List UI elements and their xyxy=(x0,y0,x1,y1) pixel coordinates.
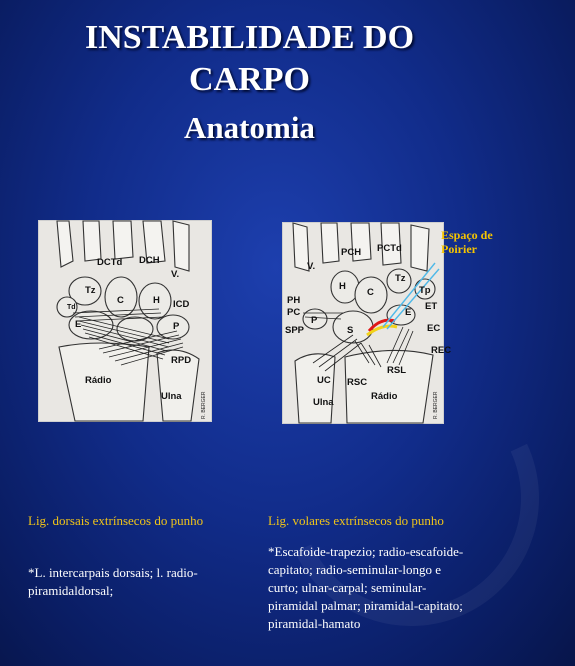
slide-subtitle: Anatomia xyxy=(184,110,315,145)
label-dctd: DCTd xyxy=(97,257,123,268)
dorsal-ligaments-caption-title: Lig. dorsais extrínsecos do punho xyxy=(28,513,204,528)
slide-title-line1: INSTABILIDADE DO xyxy=(84,19,415,56)
label-e: E xyxy=(405,307,412,318)
volar-ligaments-caption-body: *Escafoide-trapezio; radio-escafoide-capitato; radio-seminular-longo e curto; ulnar-carpal; seminular-piramidal palmar; piramidal-capitato; piramidal-hamato xyxy=(268,544,464,631)
dorsal-ligaments-illustration xyxy=(38,220,212,422)
label-tz: Tz xyxy=(395,273,406,284)
label-rpd: RPD xyxy=(171,355,192,366)
label-h: H xyxy=(153,295,160,306)
volar-ligaments-illustration xyxy=(282,222,452,424)
label-p: P xyxy=(311,315,318,326)
label-pctd: PCTd xyxy=(377,243,402,254)
label-ec: EC xyxy=(427,323,441,334)
label-p: P xyxy=(173,321,180,332)
label-v: V. xyxy=(171,269,180,280)
label-ulna: Ulna xyxy=(313,397,334,408)
label-et: ET xyxy=(425,301,438,312)
dorsal-wrist-drawing xyxy=(39,221,211,421)
label-radio: Rádio xyxy=(85,375,112,386)
label-pc: PC xyxy=(287,307,301,318)
illustrator-signature: R. BERGER xyxy=(201,391,207,419)
label-icd: ICD xyxy=(173,299,190,310)
volar-ligaments-caption-title: Lig. volares extrínsecos do punho xyxy=(268,513,444,528)
label-v: V. xyxy=(307,261,316,272)
label-tp: Tp xyxy=(419,285,431,296)
illustrator-signature: R. BERGER xyxy=(433,391,439,419)
label-e: E xyxy=(75,319,82,330)
dorsal-ligaments-caption-body: *L. intercarpais dorsais; l. radio-piramidaldorsal; xyxy=(28,565,198,598)
label-ulna: Ulna xyxy=(161,391,182,402)
metacarpal-bones xyxy=(57,221,189,271)
label-rec: REC xyxy=(431,345,452,356)
label-uc: UC xyxy=(317,375,331,386)
label-spp: SPP xyxy=(285,325,305,336)
label-c: C xyxy=(367,287,374,298)
label-s: S xyxy=(347,325,354,336)
label-pch: PCH xyxy=(341,247,362,258)
label-rsc: RSC xyxy=(347,377,368,388)
label-h: H xyxy=(339,281,346,292)
label-c: C xyxy=(117,295,124,306)
label-radio: Rádio xyxy=(371,391,398,402)
label-td: Td xyxy=(67,304,76,311)
label-rsl: RSL xyxy=(387,365,406,376)
label-dch: DCH xyxy=(139,255,160,266)
label-ph: PH xyxy=(287,295,301,306)
poirier-space-callout: Espaço de Poirier xyxy=(441,228,493,256)
label-tz: Tz xyxy=(85,285,96,296)
slide-title-line2: CARPO xyxy=(189,61,310,98)
volar-wrist-drawing xyxy=(283,223,452,423)
